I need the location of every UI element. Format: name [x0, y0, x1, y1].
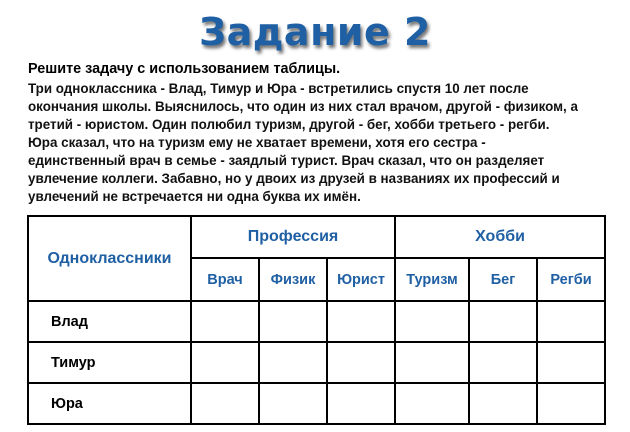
task-instruction: Решите задачу с использованием таблицы.: [28, 61, 341, 77]
task-text-line: третий - юристом. Один полюбил туризм, другой - бег, хобби третьего - регби.: [28, 117, 550, 132]
task-text-line: Юра сказал, что на туризм ему не хватает времени, хотя его сестра -: [28, 135, 486, 150]
grid-cell[interactable]: [395, 383, 469, 424]
page-title: Задание 2: [199, 10, 431, 54]
table-row: [28, 383, 605, 424]
classmates-header: Одноклассники: [28, 216, 191, 301]
column-header-lawyer: Юрист: [327, 258, 395, 301]
column-header-physicist: Физик: [259, 258, 327, 301]
table-row: [28, 301, 605, 342]
grid-cell[interactable]: [327, 301, 395, 342]
grid-cell[interactable]: [191, 383, 259, 424]
table-row: [28, 342, 605, 383]
grid-cell[interactable]: [469, 342, 537, 383]
grid-cell[interactable]: [259, 301, 327, 342]
grid-cell[interactable]: [191, 342, 259, 383]
task-text-line: увлечение коллеги. Забавно, но у двоих из друзей в названиях их профессий и: [28, 171, 560, 186]
task-text-line: окончания школы. Выяснилось, что один из них стал врачом, другой - физиком, а: [28, 99, 578, 114]
column-header-rugby: Регби: [537, 258, 605, 301]
column-header-running: Бег: [469, 258, 537, 301]
column-header-tourism: Туризм: [395, 258, 469, 301]
grid-cell[interactable]: [469, 301, 537, 342]
grid-cell[interactable]: [537, 342, 605, 383]
logic-table: [27, 215, 606, 425]
hobby-header: Хобби: [395, 216, 605, 258]
task-text-line: единственный врач в семье - заядлый турист. Врач сказал, что он разделяет: [28, 153, 545, 168]
grid-cell[interactable]: [191, 301, 259, 342]
grid-cell[interactable]: [327, 342, 395, 383]
task-text-line: Три одноклассника - Влад, Тимур и Юра - встретились спустя 10 лет после: [28, 81, 529, 96]
grid-cell[interactable]: [259, 383, 327, 424]
row-name-timur: Тимур: [28, 342, 191, 383]
grid-cell[interactable]: [327, 383, 395, 424]
task-text-line: увлечений не встречается ни одна буква их имён.: [28, 189, 361, 204]
row-name-yura: Юра: [28, 383, 191, 424]
grid-cell[interactable]: [259, 342, 327, 383]
row-name-vlad: Влад: [28, 301, 191, 342]
grid-cell[interactable]: [537, 383, 605, 424]
column-header-doctor: Врач: [191, 258, 259, 301]
profession-header: Профессия: [191, 216, 395, 258]
grid-cell[interactable]: [537, 301, 605, 342]
grid-cell[interactable]: [395, 301, 469, 342]
grid-cell[interactable]: [395, 342, 469, 383]
grid-cell[interactable]: [469, 383, 537, 424]
task-text: [28, 80, 628, 206]
